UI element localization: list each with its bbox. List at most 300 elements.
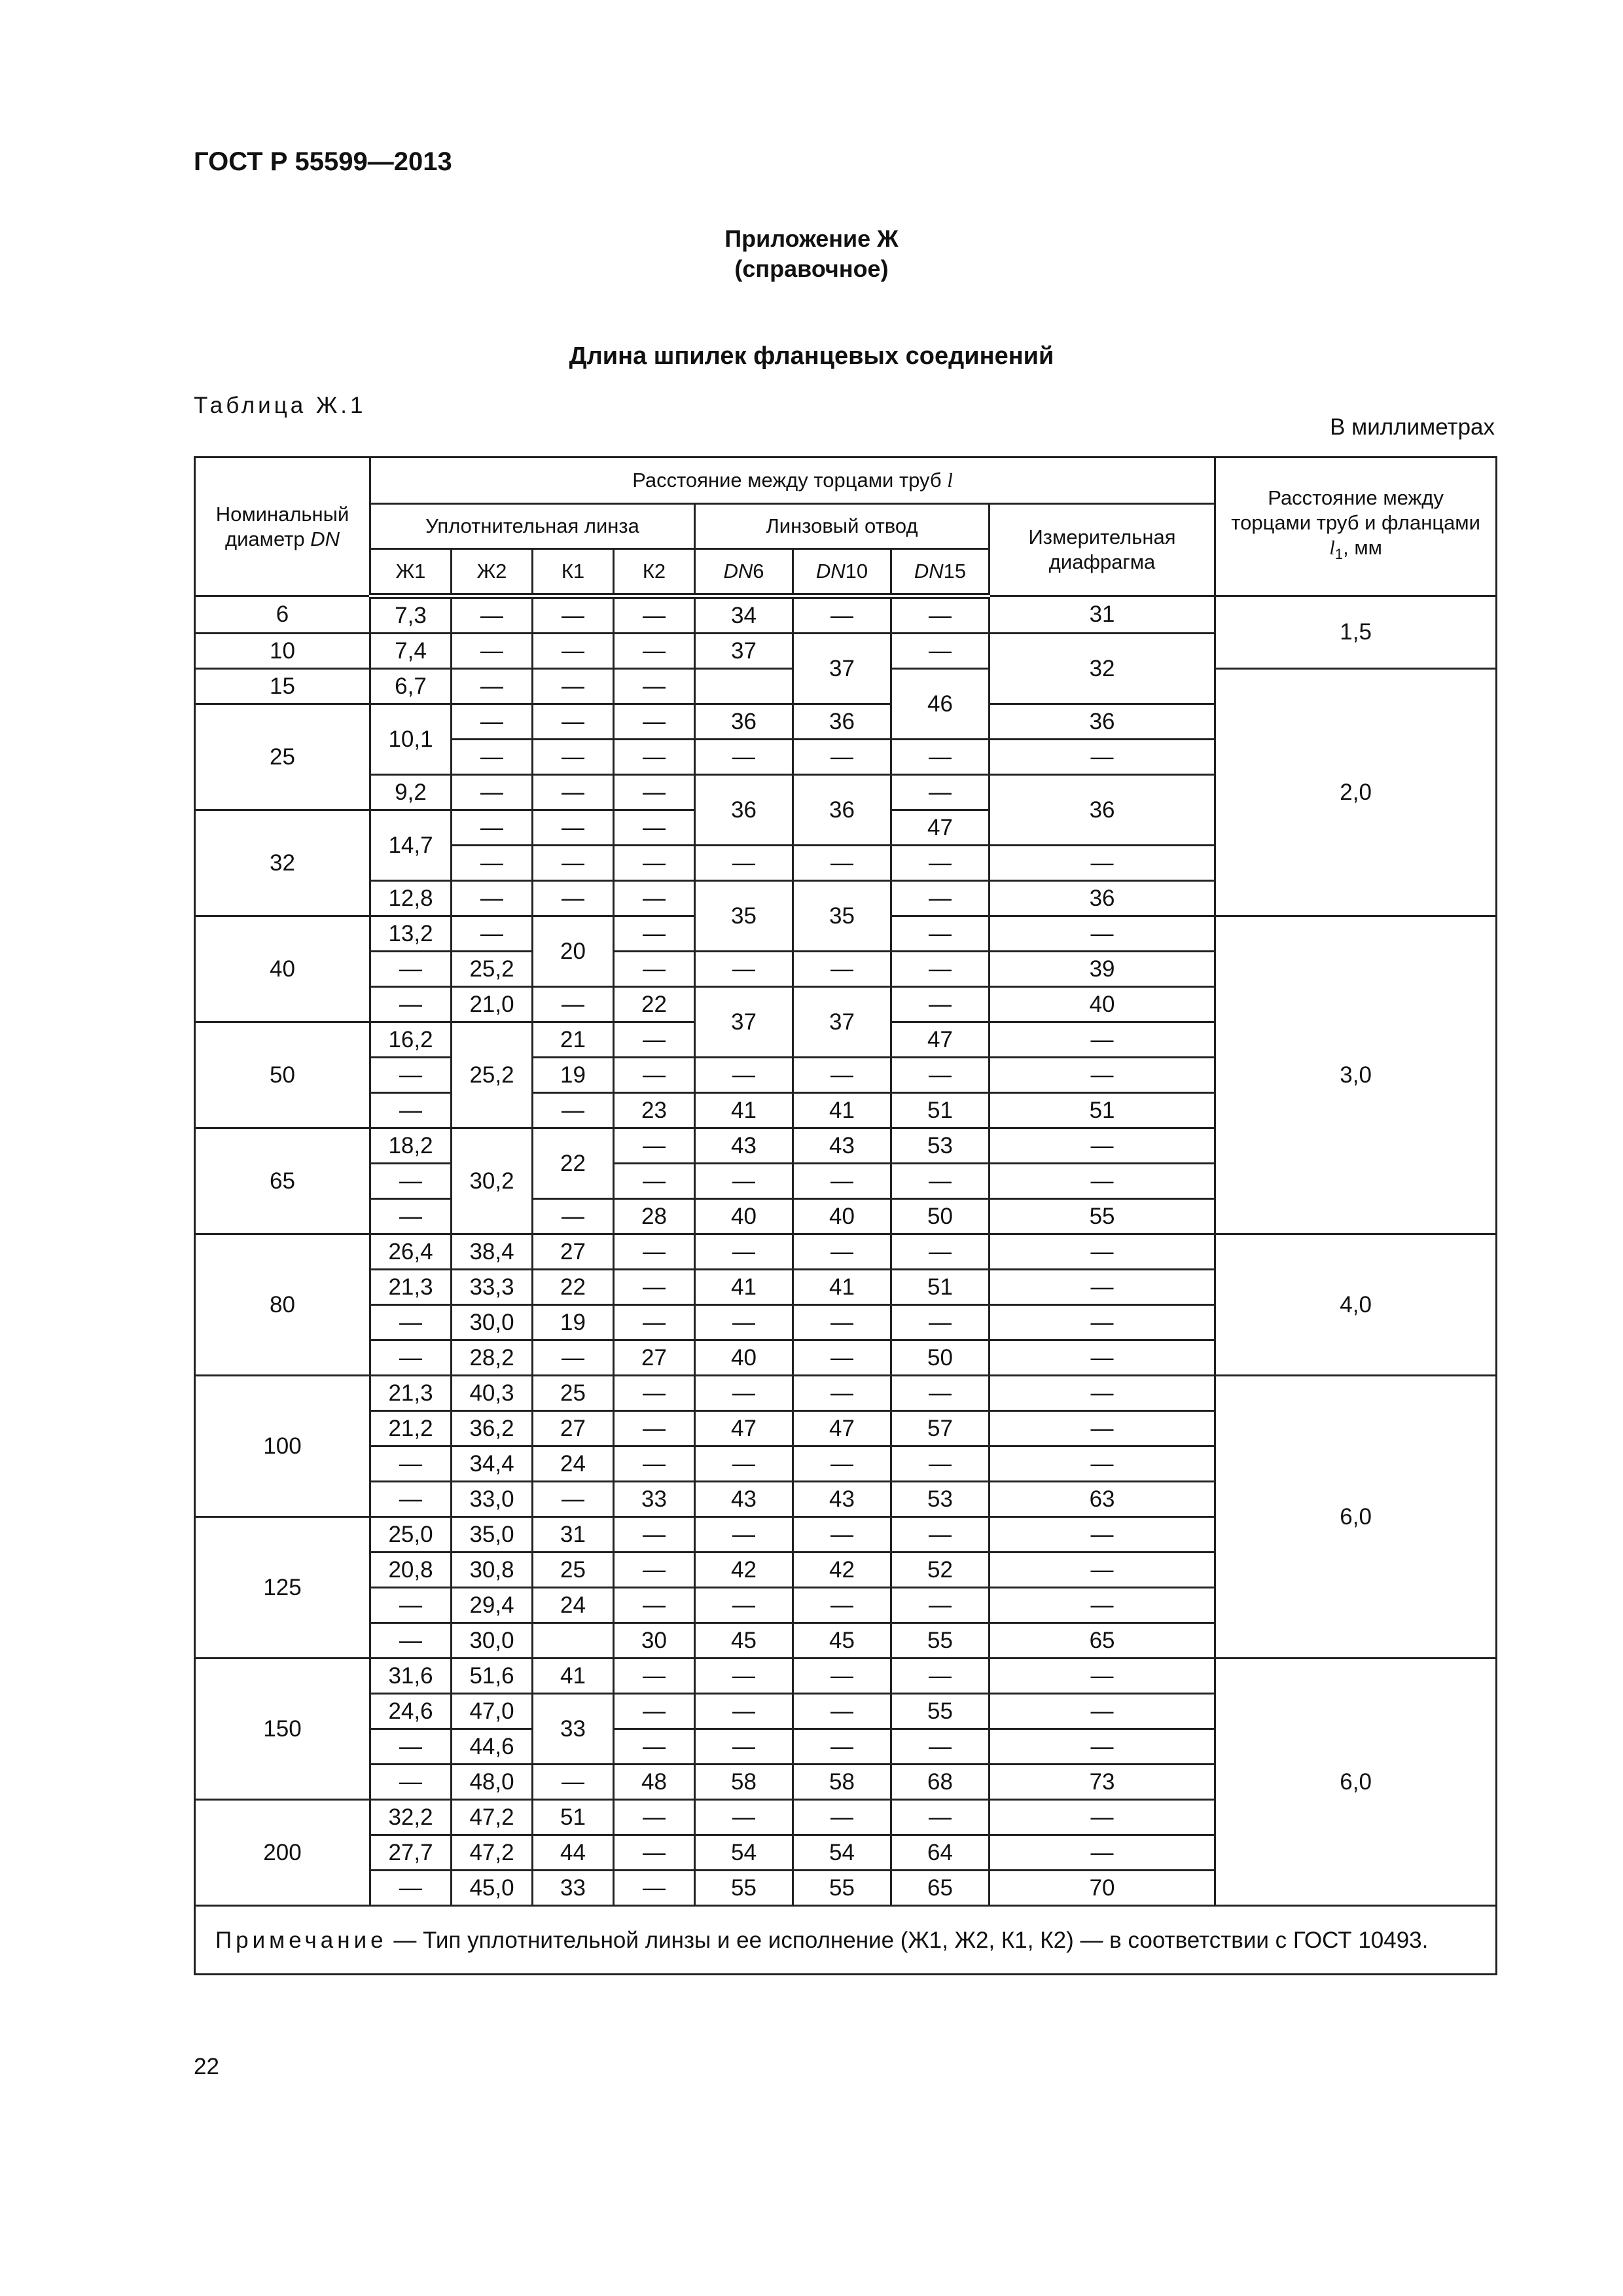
value-cell: 47 [891,1022,990,1058]
value-cell: 21 [533,1022,614,1058]
table-body [195,596,1497,1906]
value-cell: 40 [990,987,1215,1022]
value-cell: — [695,1517,793,1552]
value-cell: 37 [793,634,891,704]
value-cell: 47,2 [452,1800,533,1835]
value-cell: — [990,1517,1215,1552]
value-cell: — [990,1446,1215,1482]
table-note [195,1906,1497,1975]
value-cell: — [452,810,533,846]
value-cell: — [614,1164,695,1199]
value-cell: — [452,740,533,775]
value-cell: — [891,1376,990,1411]
value-cell: — [891,916,990,952]
note-text: — Тип уплотнительной линзы и ее исполнение (Ж1, Ж2, К1, К2) — в соответствии с ГОСТ 10493. [387,1928,1429,1953]
value-cell: — [990,1058,1215,1093]
value-cell: 25,2 [452,1022,533,1128]
value-cell: — [452,596,533,634]
value-cell: — [370,1199,452,1234]
value-cell: 31,6 [370,1659,452,1694]
value-cell: 36 [695,704,793,740]
value-cell: 35 [695,881,793,952]
value-cell: — [891,1446,990,1482]
value-cell: — [990,1234,1215,1270]
value-cell: 22 [533,1128,614,1199]
value-cell: 29,4 [452,1588,533,1623]
value-cell: 54 [793,1835,891,1871]
value-cell: 7,4 [370,634,452,669]
value-cell: 47,2 [452,1835,533,1871]
value-cell: 10,1 [370,704,452,775]
dn-cell: 100 [195,1376,370,1517]
value-cell: — [695,1588,793,1623]
value-cell: 47 [793,1411,891,1446]
value-cell: 55 [891,1694,990,1729]
appendix-type: (справочное) [734,255,889,282]
value-cell: — [891,1234,990,1270]
value-cell: — [533,810,614,846]
value-cell: — [370,1305,452,1340]
value-cell: — [452,846,533,881]
value-cell: — [452,775,533,810]
units-label: В миллиметрах [1330,414,1495,440]
value-cell [533,1623,614,1659]
value-cell: — [891,1058,990,1093]
value-cell: 37 [695,634,793,669]
value-cell: 30 [614,1623,695,1659]
value-cell: — [990,1552,1215,1588]
value-cell: — [370,952,452,987]
value-cell: 21,2 [370,1411,452,1446]
value-cell: — [370,1588,452,1623]
value-cell: 42 [695,1552,793,1588]
value-cell: — [891,1588,990,1623]
value-cell: 58 [695,1765,793,1800]
value-cell: — [370,1871,452,1906]
value-cell: — [793,596,891,634]
value-cell: 43 [793,1128,891,1164]
dn-cell: 50 [195,1022,370,1128]
dn-cell: 80 [195,1234,370,1376]
value-cell [695,669,793,704]
header-dn10: DN10 [793,549,891,596]
value-cell: — [891,740,990,775]
value-cell: 31 [533,1517,614,1552]
value-cell: 28,2 [452,1340,533,1376]
l1-cell: 2,0 [1215,669,1497,916]
dn-cell: 125 [195,1517,370,1659]
value-cell: — [891,775,990,810]
value-cell: — [614,1411,695,1446]
value-cell: 30,8 [452,1552,533,1588]
value-cell: 73 [990,1765,1215,1800]
value-cell: 51 [990,1093,1215,1128]
value-cell: 30,0 [452,1623,533,1659]
value-cell: — [614,1058,695,1093]
value-cell: 28 [614,1199,695,1234]
value-cell: — [793,1588,891,1623]
value-cell: — [695,1058,793,1093]
value-cell: 33 [533,1694,614,1765]
value-cell: — [614,1659,695,1694]
value-cell: 52 [891,1552,990,1588]
value-cell: 21,3 [370,1270,452,1305]
value-cell: — [533,596,614,634]
value-cell: — [793,1446,891,1482]
header-distance-pipes: Расстояние между торцами труб l [370,457,1215,504]
header-k2: К2 [614,549,695,596]
value-cell: 26,4 [370,1234,452,1270]
value-cell: — [990,1800,1215,1835]
value-cell: 46 [891,669,990,740]
value-cell: 36 [990,775,1215,846]
value-cell: 21,3 [370,1376,452,1411]
value-cell: — [533,1765,614,1800]
value-cell: 34 [695,596,793,634]
l1-cell: 3,0 [1215,916,1497,1234]
value-cell: — [695,740,793,775]
value-cell: — [370,1058,452,1093]
value-cell: — [614,1305,695,1340]
value-cell: — [614,669,695,704]
value-cell: — [793,740,891,775]
value-cell: — [793,846,891,881]
value-cell: 33 [614,1482,695,1517]
value-cell: — [891,846,990,881]
note-label: Примечание [215,1928,387,1953]
value-cell: 36 [793,704,891,740]
value-cell: — [695,1164,793,1199]
value-cell: 39 [990,952,1215,987]
value-cell: — [533,1093,614,1128]
value-cell: — [793,1800,891,1835]
value-cell: — [990,1164,1215,1199]
value-cell: 41 [695,1270,793,1305]
header-zh1: Ж1 [370,549,452,596]
value-cell: 47 [695,1411,793,1446]
value-cell: 51 [891,1270,990,1305]
value-cell: 31 [990,596,1215,634]
value-cell: — [614,810,695,846]
header-lens: Уплотнительная линза [370,504,695,549]
value-cell: 25,2 [452,952,533,987]
value-cell: — [793,1058,891,1093]
value-cell: — [533,1199,614,1234]
header-dn6: DN6 [695,549,793,596]
value-cell: — [614,952,695,987]
value-cell: — [990,1411,1215,1446]
value-cell: 37 [793,987,891,1058]
value-cell: 42 [793,1552,891,1588]
value-cell: — [793,1234,891,1270]
value-cell: 6,7 [370,669,452,704]
value-cell: — [533,775,614,810]
value-cell: — [452,704,533,740]
value-cell: — [990,1340,1215,1376]
value-cell: 68 [891,1765,990,1800]
value-cell: 22 [533,1270,614,1305]
value-cell: — [695,1800,793,1835]
value-cell: — [370,1765,452,1800]
value-cell: 57 [891,1411,990,1446]
stud-length-table [194,456,1497,1975]
value-cell: 54 [695,1835,793,1871]
value-cell: 20,8 [370,1552,452,1588]
value-cell: 40 [695,1340,793,1376]
value-cell: 20 [533,916,614,987]
table-row [195,1234,1497,1270]
value-cell: — [533,846,614,881]
value-cell: — [990,1729,1215,1765]
value-cell: 37 [695,987,793,1058]
dn-cell: 65 [195,1128,370,1234]
value-cell: 40 [793,1199,891,1234]
value-cell: 36,2 [452,1411,533,1446]
value-cell: 65 [891,1871,990,1906]
header-bend: Линзовый отвод [695,504,990,549]
value-cell: 24 [533,1588,614,1623]
value-cell: 40 [695,1199,793,1234]
value-cell: — [695,1305,793,1340]
value-cell: — [370,1164,452,1199]
value-cell: 7,3 [370,596,452,634]
value-cell: — [370,987,452,1022]
value-cell: 43 [793,1482,891,1517]
value-cell: 64 [891,1835,990,1871]
value-cell: 53 [891,1128,990,1164]
header-distance-flanges: Расстояние между торцами труб и фланцами $l_1$, мм [1215,457,1497,596]
value-cell: — [990,916,1215,952]
value-cell: — [452,881,533,916]
value-cell: 30,0 [452,1305,533,1340]
value-cell: — [452,634,533,669]
value-cell: — [614,881,695,916]
value-cell: — [370,1623,452,1659]
value-cell: — [533,704,614,740]
value-cell: — [370,1729,452,1765]
header-dn15: DN15 [891,549,990,596]
value-cell: — [614,1800,695,1835]
value-cell: — [614,1729,695,1765]
value-cell: 48,0 [452,1765,533,1800]
value-cell: 33,0 [452,1482,533,1517]
dn-cell: 32 [195,810,370,916]
value-cell: 12,8 [370,881,452,916]
value-cell: 23 [614,1093,695,1128]
value-cell: — [695,1376,793,1411]
value-cell: 21,0 [452,987,533,1022]
value-cell: 45,0 [452,1871,533,1906]
value-cell: — [695,846,793,881]
value-cell: — [370,1446,452,1482]
value-cell: 33 [533,1871,614,1906]
dn-cell: 150 [195,1659,370,1800]
value-cell: 50 [891,1340,990,1376]
value-cell: 30,2 [452,1128,533,1234]
value-cell: — [793,1164,891,1199]
value-cell: — [990,846,1215,881]
value-cell: — [990,1588,1215,1623]
value-cell: 18,2 [370,1128,452,1164]
value-cell: — [990,1376,1215,1411]
value-cell: — [990,740,1215,775]
page-number: 22 [194,2054,219,2079]
value-cell: 27 [533,1234,614,1270]
value-cell: 38,4 [452,1234,533,1270]
value-cell: — [614,1588,695,1623]
value-cell: 25 [533,1552,614,1588]
header-diaphragm: Измерительная диафрагма [990,504,1215,596]
value-cell: 13,2 [370,916,452,952]
value-cell: 16,2 [370,1022,452,1058]
l1-cell: 6,0 [1215,1659,1497,1906]
value-cell: — [614,1022,695,1058]
value-cell: — [614,596,695,634]
value-cell: — [533,987,614,1022]
value-cell: 36 [990,704,1215,740]
value-cell: — [452,916,533,952]
table-label: Таблица Ж.1 [194,393,366,418]
value-cell: 47,0 [452,1694,533,1729]
value-cell: — [695,1694,793,1729]
value-cell: — [695,952,793,987]
value-cell: 43 [695,1482,793,1517]
value-cell: — [891,1800,990,1835]
value-cell: 24 [533,1446,614,1482]
value-cell: 47 [891,810,990,846]
value-cell: 22 [614,987,695,1022]
value-cell: 41 [533,1659,614,1694]
value-cell: 27 [533,1411,614,1446]
value-cell: — [793,1694,891,1729]
value-cell: 32 [990,634,1215,704]
value-cell: — [695,1729,793,1765]
value-cell: — [990,1694,1215,1729]
value-cell: 45 [695,1623,793,1659]
dn-cell: 10 [195,634,370,669]
l1-cell: 6,0 [1215,1376,1497,1659]
value-cell: — [793,1517,891,1552]
value-cell: 55 [990,1199,1215,1234]
value-cell: 50 [891,1199,990,1234]
value-cell: — [614,775,695,810]
value-cell: 63 [990,1482,1215,1517]
value-cell: — [614,1234,695,1270]
value-cell: — [891,987,990,1022]
value-cell: 45 [793,1623,891,1659]
table-row [195,1659,1497,1694]
value-cell: — [614,846,695,881]
value-cell: — [990,1270,1215,1305]
value-cell: 55 [891,1623,990,1659]
value-cell: 41 [793,1270,891,1305]
value-cell: — [533,881,614,916]
value-cell: 14,7 [370,810,452,881]
value-cell: 41 [793,1093,891,1128]
table-row [195,1376,1497,1411]
dn-cell: 25 [195,704,370,810]
value-cell: 51 [891,1093,990,1128]
value-cell: 27,7 [370,1835,452,1871]
value-cell: 35,0 [452,1517,533,1552]
value-cell: — [990,1022,1215,1058]
value-cell: — [614,1517,695,1552]
value-cell: 33,3 [452,1270,533,1305]
value-cell: 24,6 [370,1694,452,1729]
value-cell: — [614,1835,695,1871]
value-cell: — [614,1446,695,1482]
value-cell: 51,6 [452,1659,533,1694]
value-cell: 32,2 [370,1800,452,1835]
value-cell: — [533,634,614,669]
value-cell: — [614,916,695,952]
value-cell: — [614,1376,695,1411]
dn-cell: 200 [195,1800,370,1906]
l1-cell: 4,0 [1215,1234,1497,1376]
dn-cell: 6 [195,596,370,634]
value-cell: — [614,634,695,669]
value-cell: — [533,1340,614,1376]
dn-cell: 40 [195,916,370,1022]
value-cell: — [695,1234,793,1270]
value-cell: 27 [614,1340,695,1376]
value-cell: — [891,1164,990,1199]
value-cell: — [793,1659,891,1694]
value-cell: — [614,1552,695,1588]
value-cell: — [891,881,990,916]
value-cell: 65 [990,1623,1215,1659]
value-cell: 55 [793,1871,891,1906]
value-cell: 25,0 [370,1517,452,1552]
dn-cell: 15 [195,669,370,704]
header-k1: К1 [533,549,614,596]
value-cell: 9,2 [370,775,452,810]
value-cell: 40,3 [452,1376,533,1411]
value-cell: — [990,1835,1215,1871]
value-cell: — [614,1871,695,1906]
appendix-name: Приложение Ж [724,225,899,252]
value-cell: 51 [533,1800,614,1835]
value-cell: 36 [793,775,891,846]
value-cell: — [793,952,891,987]
value-cell: — [614,1128,695,1164]
value-cell: 43 [695,1128,793,1164]
value-cell: 41 [695,1093,793,1128]
appendix-title [0,224,1623,284]
document-code: ГОСТ Р 55599—2013 [194,147,452,176]
value-cell: — [533,1482,614,1517]
header-nominal-diameter: Номинальный диаметр DN [195,457,370,596]
value-cell: — [891,634,990,669]
value-cell: — [793,1729,891,1765]
value-cell: — [452,669,533,704]
header-zh2: Ж2 [452,549,533,596]
value-cell: — [614,704,695,740]
document-heading: Длина шпилек фланцевых соединений [569,342,1054,370]
value-cell: — [533,740,614,775]
value-cell: — [370,1340,452,1376]
value-cell: — [533,669,614,704]
value-cell: — [891,952,990,987]
value-cell: — [695,1659,793,1694]
value-cell: 53 [891,1482,990,1517]
value-cell: — [891,1305,990,1340]
value-cell: — [891,1729,990,1765]
value-cell: 19 [533,1058,614,1093]
value-cell: 58 [793,1765,891,1800]
value-cell: — [614,1270,695,1305]
value-cell: 19 [533,1305,614,1340]
